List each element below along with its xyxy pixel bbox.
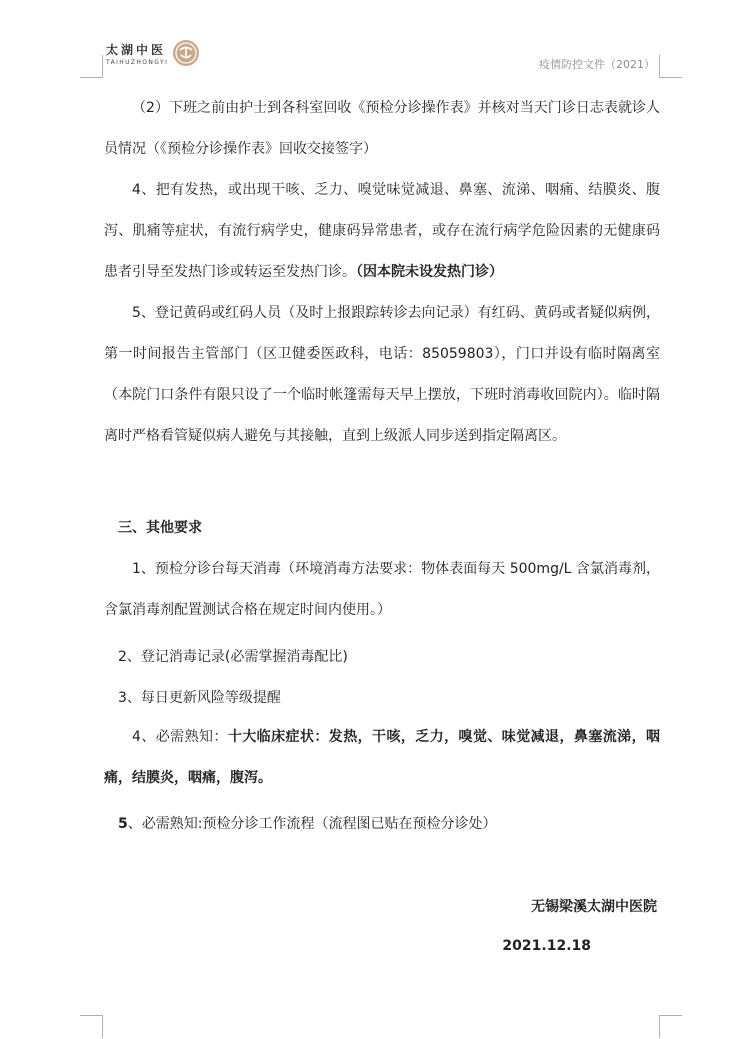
- requirement-3: 3、每日更新风险等级提醒: [118, 690, 281, 706]
- signature-date: 2021.12.18: [502, 938, 591, 954]
- logo-pinyin: TAIHUZHONGYI: [106, 59, 169, 66]
- paragraph-item-4: [104, 170, 660, 293]
- item-4-note: （因本院未设发热门诊）: [356, 264, 503, 280]
- crop-mark-top-left: [80, 55, 103, 78]
- signature-organization: 无锡梁溪太湖中医院: [531, 899, 657, 915]
- requirement-5: [118, 813, 496, 833]
- requirement-4: [104, 717, 660, 799]
- crop-mark-top-right: [659, 55, 682, 78]
- logo-name: 太湖中医: [106, 43, 167, 57]
- requirement-5-text: 、必需熟知:预检分诊工作流程（流程图已贴在预检分诊处）: [127, 816, 497, 832]
- requirement-1: 1、预检分诊台每天消毒（环境消毒方法要求：物体表面每天 500mg/L 含氯消毒剂，含氯消毒剂配置测试合格在规定时间内使用。）: [104, 561, 660, 618]
- logo-seal-icon: [172, 39, 200, 67]
- hospital-logo: [106, 39, 198, 71]
- requirement-5-number: 5: [118, 816, 128, 832]
- item-4-text: 4、把有发热，或出现干咳、乏力、嗅觉味觉减退、鼻塞、流涕、咽痛、结膜炎、腹泻、肌痛等症状，有流行病学史，健康码异常患者，或存在流行病学危险因素的无健康码患者引导至发热门诊或转运至发热门诊。: [104, 182, 660, 280]
- document-tag: 疫情防控文件（2021）: [539, 58, 655, 71]
- paragraph-collect-forms: （2）下班之前由护士到各科室回收《预检分诊操作表》并核对当天门诊日志表就诊人员情况（《预检分诊操作表》回收交接签字）: [104, 100, 660, 157]
- paragraph-item-5: 5、登记黄码或红码人员（及时上报跟踪转诊去向记录）有红码、黄码或者疑似病例，第一时间报告主管部门（区卫健委医政科，电话：85059803），门口并设有临时隔离室（本院门口条件有限只设了一个临时帐篷需每天早上摆放，下班时消毒收回院内）。临时隔离时严格看管疑似病人避免与其接触，直到上级派人同步送到指定隔离区。: [104, 305, 660, 444]
- requirement-4-prefix: 4、必需熟知：: [132, 729, 228, 745]
- requirement-4-symptoms: 十大临床症状：发热，干咳，乏力，嗅觉、味觉减退，鼻塞流涕，咽痛，结膜炎，咽痛，腹泻。: [104, 729, 660, 786]
- crop-mark-bottom-right: [659, 1015, 682, 1038]
- requirement-2: 2、登记消毒记录(必需掌握消毒配比): [118, 649, 348, 665]
- section-heading-other-requirements: 三、其他要求: [118, 520, 202, 536]
- crop-mark-bottom-left: [80, 1015, 103, 1038]
